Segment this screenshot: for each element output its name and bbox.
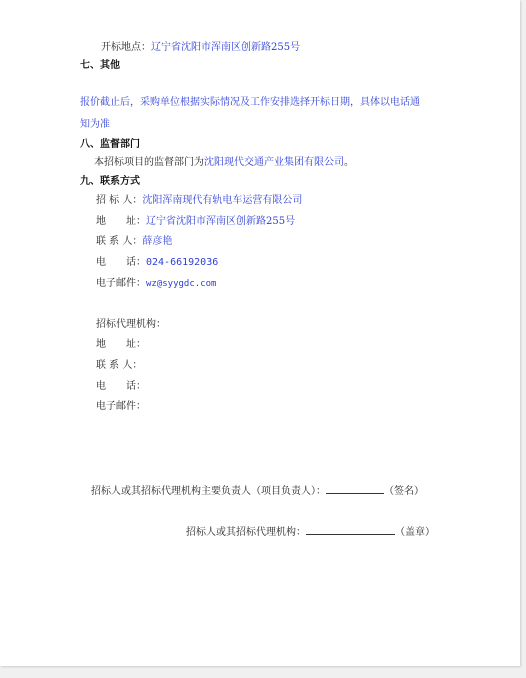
- tenderer-row-contact: [96, 236, 172, 248]
- seal-blank: [306, 525, 395, 535]
- tenderer-address-value: 辽宁省沈阳市浑南区创新路255号: [146, 216, 296, 227]
- tenderer-name-label: 招 标 人：: [96, 195, 143, 206]
- opening-location: [101, 42, 300, 54]
- agency-contact-label: 联 系 人：: [96, 360, 143, 371]
- tenderer-email-value: wz@syygdc.com: [146, 279, 217, 289]
- agency-row-email: [96, 401, 146, 413]
- agency-row-phone: [96, 381, 146, 393]
- agency-email-label: 电子邮件：: [96, 401, 146, 412]
- section-8-suffix: 。: [344, 157, 354, 168]
- signature-suffix: （签名）: [384, 486, 424, 497]
- agency-row-contact: [96, 360, 142, 372]
- supervision-department: 沈阳现代交通产业集团有限公司: [204, 157, 344, 168]
- agency-title: 招标代理机构：: [96, 319, 166, 330]
- tenderer-row-email: [96, 278, 216, 290]
- tenderer-contact-value: 薛彦艳: [142, 236, 173, 247]
- tenderer-contact-label: 联 系 人：: [96, 236, 143, 247]
- tenderer-email-label: 电子邮件：: [96, 278, 146, 289]
- agency-address-label: 地 址：: [96, 339, 146, 350]
- tenderer-name-value: 沈阳浑南现代有轨电车运营有限公司: [142, 195, 303, 206]
- opening-location-value: 辽宁省沈阳市浑南区创新路255号: [151, 42, 301, 53]
- tenderer-row-name: [96, 195, 302, 207]
- agency-row-address: [96, 339, 146, 351]
- section-8-text: [94, 157, 354, 169]
- signature-line-responsible: [91, 484, 424, 498]
- seal-suffix: （盖章）: [395, 527, 435, 538]
- opening-location-label: 开标地点：: [101, 42, 151, 53]
- section-8-prefix: 本招标项目的监督部门为: [94, 157, 204, 168]
- section-8-heading: 八、监督部门: [80, 139, 140, 150]
- section-7-text-line-1: 报价截止后，采购单位根据实际情况及工作安排选择开标日期，具体以电话通: [80, 97, 420, 108]
- seal-text: 招标人或其招标代理机构：: [186, 527, 306, 538]
- tenderer-phone-label: 电 话：: [96, 257, 146, 268]
- agency-phone-label: 电 话：: [96, 381, 146, 392]
- tenderer-row-phone: [96, 257, 218, 269]
- section-9-heading: 九、联系方式: [80, 176, 140, 187]
- tenderer-row-address: [96, 216, 295, 228]
- seal-line: [186, 525, 435, 539]
- section-7-heading: 七、其他: [80, 60, 120, 71]
- signature-blank: [326, 484, 384, 494]
- section-7-text-line-2: 知为准: [80, 119, 110, 130]
- tenderer-address-label: 地 址：: [96, 216, 146, 227]
- signature-responsible-text: 招标人或其招标代理机构主要负责人（项目负责人）：: [91, 486, 326, 497]
- tenderer-phone-value: 024-66192036: [146, 257, 219, 268]
